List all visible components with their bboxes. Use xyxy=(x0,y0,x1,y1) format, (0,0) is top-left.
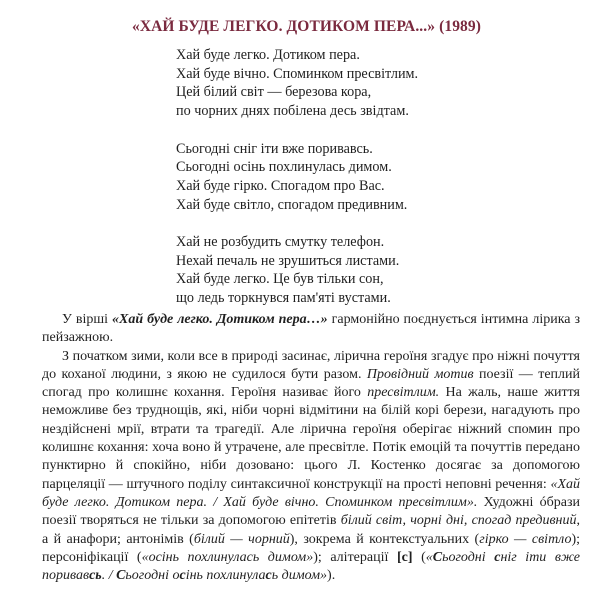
quote-word: пресвітлим. xyxy=(367,385,440,401)
analysis-text xyxy=(42,311,580,585)
poem-stanza xyxy=(176,140,418,215)
text-span: поезії — теплий спогад про колишнє кохання. Героїня називає його xyxy=(42,366,580,401)
poem-title: «ХАЙ БУДЕ ЛЕГКО. ДОТИКОМ ПЕРА...» (1989) xyxy=(131,18,482,35)
poem-line: Хай буде вічно. Споминком пресвітлим. xyxy=(176,65,419,82)
poem-line: Хай не розбудить смутку телефон. xyxy=(176,234,385,250)
poem-line: Хай буде світло, спогадом предивним. xyxy=(176,196,408,213)
text-span: На жаль, наше життя неможливе без труднощів, які, ніби чорні відмітини на білій корі берези, нагадують про нездійснені мрії, втрати та трагедії. Але лірична героїня оберігає ніжний спомин про колишнє кохання: хоча воно й утрачене, але пресвітле. Потік емоцій та почуттів передано пунктирно й спокійно, ніби дозовано: цього Л. Костенко досягає за допомогою парцеляції — штучного поділу синтаксичної конструкції на прості неповні речення: xyxy=(42,385,580,492)
highlighted-letter: с xyxy=(265,568,272,584)
text-span: « xyxy=(425,549,433,565)
poem-stanza xyxy=(176,46,418,121)
poem-line: Хай буде легко. Це був тільки сон, xyxy=(176,271,384,288)
poem-line: Сьогодні сніг іти вже поривавсь. xyxy=(176,140,373,157)
highlighted-letter: с xyxy=(179,568,186,584)
personification-example: «осінь похлинулась димом» xyxy=(141,549,314,565)
contextual-antonyms-example: гірко — світло xyxy=(479,531,572,547)
text-span: ьогодні о xyxy=(125,568,180,584)
poem-line: по чорних днях побілена десь звідтам. xyxy=(176,103,409,120)
epithets-example: білий світ, чорні дні, спогад предивний xyxy=(340,513,577,529)
poem-line: Цей білий світ — березова кора, xyxy=(176,84,372,101)
highlighted-letter: С xyxy=(432,549,443,565)
text-span: інь похлинула xyxy=(185,568,266,584)
alliteration-sound: [с] xyxy=(396,549,413,565)
antonyms-example: білий — чорний xyxy=(193,531,290,547)
poem-line: Хай буде гірко. Спогадом про Вас. xyxy=(176,177,385,194)
text-span: , а й анафори; антонімів ( xyxy=(42,513,580,547)
poem-line: Нехай печаль не зрушиться листами. xyxy=(176,252,400,269)
analysis-paragraph xyxy=(42,348,580,586)
poem-line: що ледь торкнувся пам'яті вустами. xyxy=(176,290,391,307)
text-span: ), зокрема й контекстуальних ( xyxy=(289,531,480,547)
text-span: ьогодні xyxy=(442,549,495,565)
text-span: ( xyxy=(412,549,426,565)
text-span: ); алітерації xyxy=(313,549,397,565)
analysis-paragraph xyxy=(42,311,580,348)
poem-line: Хай буде легко. Дотиком пера. xyxy=(176,47,360,63)
text-span: ). xyxy=(327,568,336,584)
poem-line: Сьогодні осінь похлинулась димом. xyxy=(176,159,392,176)
text-span: ь димом» xyxy=(271,568,328,584)
poem-stanza xyxy=(176,233,418,308)
poem-title-reference: «Хай буде легко. Дотиком пера…» xyxy=(112,312,328,327)
highlighted-letter: сь xyxy=(89,568,102,584)
text-span: У вірші xyxy=(62,312,113,327)
highlighted-letter: с xyxy=(494,549,501,565)
text-span: гармонійно поєднується інтимна лірика з пейзажною. xyxy=(42,312,581,346)
text-span: ); персоніфікації ( xyxy=(42,531,581,565)
term-leading-motif: Провідний мотив xyxy=(366,366,474,382)
highlighted-letter: С xyxy=(116,568,126,584)
text-span: З початком зими, коли все в природі засинає, лірична героїня згадує про ніжні почуття до коханої людини, з якою не судилося бути разом. xyxy=(42,348,580,382)
poem xyxy=(176,46,418,308)
text-span: Художні óбрази поезії творяться не тільки за допомогою епітетів xyxy=(42,494,581,529)
text-span: ніг іти вже поривав xyxy=(42,549,580,584)
quotation: «Хай буде легко. Дотиком пера. / Хай буде вічно. Споминком пресвітлим». xyxy=(42,476,580,510)
text-span: . / xyxy=(101,568,117,584)
